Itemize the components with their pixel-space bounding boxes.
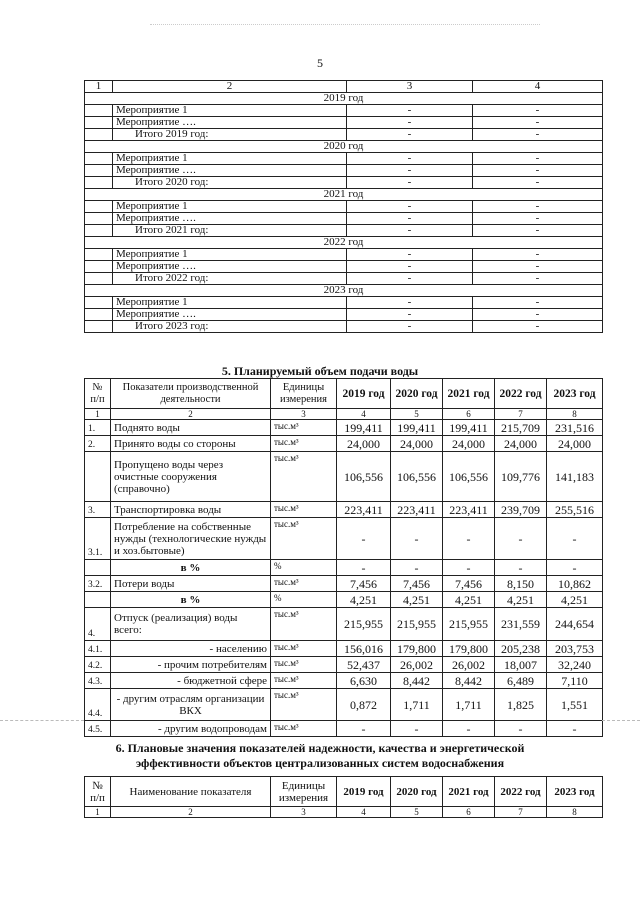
indicator-row [85,502,603,518]
indicator-value: 24,000 [391,436,443,452]
indicator-name: - населению [111,641,271,657]
indicator-name: - бюджетной сфере [111,673,271,689]
row-index: 3. [85,502,111,518]
unit-label: тыс.м³ [271,436,337,452]
measure-index [85,273,113,285]
measures-table-body [85,81,603,333]
measure-value: - [473,153,603,165]
indicator-value: 106,556 [443,452,495,502]
col-year-header: 2023 год [547,379,603,409]
measure-name: Мероприятие …. [113,261,347,273]
indicator-row [85,420,603,436]
indicator-name: - прочим потребителям [111,657,271,673]
row-index: 4.2. [85,657,111,673]
measure-index [85,177,113,189]
indicator-name: Потребление на собственные нужды (технологические нужды и хоз.бытовые) [111,518,271,560]
measure-index [85,249,113,261]
measure-row [85,129,603,141]
col-year-header: 2019 год [337,379,391,409]
unit-label: тыс.м³ [271,608,337,641]
measure-value: - [347,201,473,213]
col-year-header: 2022 год [495,777,547,807]
scan-artifact-line [602,720,640,721]
measure-value: - [473,321,603,333]
measure-name: Итого 2020 год: [113,177,347,189]
indicator-value: 4,251 [391,592,443,608]
measure-name: Мероприятие …. [113,213,347,225]
measure-value: - [347,105,473,117]
indicator-value: 52,437 [337,657,391,673]
indicator-value: 8,442 [443,673,495,689]
indicator-value: 215,709 [495,420,547,436]
indicator-value: 6,630 [337,673,391,689]
indicator-row [85,452,603,502]
measure-row [85,153,603,165]
measure-name: Итого 2022 год: [113,273,347,285]
indicator-value: 24,000 [337,436,391,452]
measure-name: Мероприятие …. [113,165,347,177]
indicator-value: - [337,518,391,560]
column-number: 3 [271,807,337,818]
indicator-row [85,657,603,673]
measure-value: - [347,225,473,237]
measure-name: Мероприятие 1 [113,201,347,213]
indicator-name: - другим отраслям организации ВКХ [111,689,271,721]
year-group-label: 2019 год [85,93,603,105]
measure-index [85,165,113,177]
indicator-value: 7,456 [391,576,443,592]
measure-index [85,153,113,165]
col-year-header: 2021 год [443,379,495,409]
measure-value: - [347,249,473,261]
indicator-value: 223,411 [337,502,391,518]
measure-row [85,225,603,237]
measure-value: - [473,297,603,309]
indicator-value: 106,556 [391,452,443,502]
measure-value: - [473,225,603,237]
indicator-value: 179,800 [443,641,495,657]
indicator-value: 8,150 [495,576,547,592]
unit-label: тыс.м³ [271,576,337,592]
indicator-row [85,436,603,452]
indicator-value: - [495,518,547,560]
col-units-header: Единицы измерения [271,777,337,807]
measure-name: Итого 2019 год: [113,129,347,141]
col-year-header: 2021 год [443,777,495,807]
year-group-row [85,141,603,153]
section6-title-line2: эффективности объектов централизованных систем водоснабжения [135,756,505,770]
measure-index [85,225,113,237]
measure-name: Мероприятие 1 [113,105,347,117]
indicator-value: 199,411 [391,420,443,436]
indicator-value: 106,556 [337,452,391,502]
indicator-value: 32,240 [547,657,603,673]
measure-row [85,165,603,177]
indicator-value: - [391,518,443,560]
indicator-name: Потери воды [111,576,271,592]
row-index: 4.1. [85,641,111,657]
measure-index [85,201,113,213]
measure-value: - [473,177,603,189]
measure-value: - [347,129,473,141]
measure-row [85,309,603,321]
indicator-value: 1,551 [547,689,603,721]
indicator-value: 1,711 [391,689,443,721]
column-number: 1 [85,409,111,420]
year-group-row [85,93,603,105]
indicator-value: 10,862 [547,576,603,592]
indicator-name: в % [111,592,271,608]
indicator-value: - [443,518,495,560]
measure-value: - [347,273,473,285]
indicator-value: 7,110 [547,673,603,689]
column-number: 1 [85,807,111,818]
indicator-value: 203,753 [547,641,603,657]
unit-label: тыс.м³ [271,502,337,518]
indicator-name: Принято воды со стороны [111,436,271,452]
indicator-value: - [547,518,603,560]
measure-value: - [347,309,473,321]
measure-value: - [473,165,603,177]
indicator-value: - [391,721,443,737]
column-number: 4 [337,807,391,818]
row-index: 2. [85,436,111,452]
indicator-value: 255,516 [547,502,603,518]
measure-name: Мероприятие …. [113,117,347,129]
indicator-value: 239,709 [495,502,547,518]
column-number-row [85,409,603,420]
indicator-value: 4,251 [443,592,495,608]
row-index: 4.3. [85,673,111,689]
indicator-row [85,608,603,641]
measure-index [85,321,113,333]
measure-index [85,213,113,225]
indicator-value: - [547,721,603,737]
unit-label: тыс.м³ [271,721,337,737]
measure-name: Итого 2021 год: [113,225,347,237]
row-index: 4.4. [85,689,111,721]
measure-value: - [347,321,473,333]
indicator-value: 24,000 [495,436,547,452]
year-group-row [85,237,603,249]
header-cell: 1 [85,81,113,93]
unit-label: тыс.м³ [271,452,337,502]
year-group-row [85,189,603,201]
measure-value: - [347,177,473,189]
indicator-value: 1,825 [495,689,547,721]
unit-label: тыс.м³ [271,420,337,436]
unit-label: % [271,560,337,576]
indicator-value: 4,251 [547,592,603,608]
column-number: 7 [495,409,547,420]
col-year-header: 2020 год [391,379,443,409]
measure-row [85,117,603,129]
measure-index [85,129,113,141]
measure-value: - [473,129,603,141]
measure-row [85,201,603,213]
reliability-indicators-body [85,777,603,818]
col-year-header: 2022 год [495,379,547,409]
year-group-label: 2023 год [85,285,603,297]
measure-value: - [347,165,473,177]
measure-value: - [347,213,473,225]
indicator-value: 199,411 [337,420,391,436]
indicator-value: 109,776 [495,452,547,502]
column-number: 5 [391,409,443,420]
year-group-label: 2022 год [85,237,603,249]
indicator-value: 244,654 [547,608,603,641]
measure-row [85,105,603,117]
indicator-value: 8,442 [391,673,443,689]
indicator-value: 199,411 [443,420,495,436]
indicator-value: 215,955 [443,608,495,641]
indicator-row [85,689,603,721]
indicator-row [85,576,603,592]
indicator-value: - [443,560,495,576]
indicator-value: - [391,560,443,576]
column-number-row [85,807,603,818]
indicator-row [85,673,603,689]
measure-name: Мероприятие …. [113,309,347,321]
indicator-row [85,721,603,737]
column-number: 2 [111,807,271,818]
indicator-value: 1,711 [443,689,495,721]
reliability-indicators-table [84,776,603,818]
col-num-header: № п/п [85,777,111,807]
indicator-value: 231,559 [495,608,547,641]
measure-row [85,261,603,273]
indicator-value: - [495,721,547,737]
measure-value: - [473,309,603,321]
measure-name: Мероприятие 1 [113,297,347,309]
indicator-value: 26,002 [391,657,443,673]
measure-value: - [473,249,603,261]
col-num-header: № п/п [85,379,111,409]
column-number: 3 [271,409,337,420]
indicator-value: - [443,721,495,737]
col-units-header: Единицы измерения [271,379,337,409]
unit-label: тыс.м³ [271,641,337,657]
indicator-name: - другим водопроводам [111,721,271,737]
measure-row [85,213,603,225]
indicator-value: 223,411 [391,502,443,518]
measure-index [85,309,113,321]
unit-label: тыс.м³ [271,673,337,689]
measure-name: Мероприятие 1 [113,249,347,261]
measure-value: - [347,297,473,309]
indicator-value: - [337,721,391,737]
column-number: 8 [547,807,603,818]
section5-title: 5. Планируемый объем подачи воды [221,364,419,378]
column-number: 6 [443,807,495,818]
indicator-name: в % [111,560,271,576]
indicator-value: 7,456 [337,576,391,592]
measure-value: - [347,153,473,165]
row-index: 3.2. [85,576,111,592]
indicator-name: Транспортировка воды [111,502,271,518]
measure-value: - [347,261,473,273]
column-number: 7 [495,807,547,818]
indicator-row [85,641,603,657]
measures-table [84,80,603,333]
page-number: 5 [317,56,323,70]
indicator-value: 0,872 [337,689,391,721]
year-group-label: 2021 год [85,189,603,201]
header-cell: 4 [473,81,603,93]
indicator-value: 215,955 [337,608,391,641]
measure-row [85,321,603,333]
scan-artifact-line [0,720,84,721]
col-year-header: 2023 год [547,777,603,807]
indicator-value: 4,251 [337,592,391,608]
measure-value: - [347,117,473,129]
indicator-value: 26,002 [443,657,495,673]
column-number: 4 [337,409,391,420]
section6-title-line1: 6. Плановые значения показателей надежности, качества и энергетической [115,741,525,755]
reliability-header-row [85,777,603,807]
indicator-name: Поднято воды [111,420,271,436]
indicator-value: 7,456 [443,576,495,592]
indicator-name: Пропущено воды через очистные сооружения (справочно) [111,452,271,502]
column-number: 5 [391,807,443,818]
col-indicator-header: Показатели производственной деятельности [111,379,271,409]
measure-row [85,273,603,285]
indicator-value: 4,251 [495,592,547,608]
measure-row [85,249,603,261]
indicator-value: 6,489 [495,673,547,689]
measure-value: - [473,261,603,273]
column-number: 2 [111,409,271,420]
row-index: 1. [85,420,111,436]
indicator-value: 156,016 [337,641,391,657]
row-index [85,592,111,608]
row-index: 3.1. [85,518,111,560]
col-name-header: Наименование показателя [111,777,271,807]
row-index: 4. [85,608,111,641]
indicator-name: Отпуск (реализация) воды всего: [111,608,271,641]
column-number: 8 [547,409,603,420]
measure-value: - [473,201,603,213]
indicator-value: 179,800 [391,641,443,657]
indicator-value: 24,000 [443,436,495,452]
col-year-header: 2020 год [391,777,443,807]
indicator-value: 24,000 [547,436,603,452]
row-index [85,560,111,576]
unit-label: % [271,592,337,608]
indicator-value: - [495,560,547,576]
measure-index [85,105,113,117]
header-cell: 3 [347,81,473,93]
measures-header-row [85,81,603,93]
measure-value: - [473,105,603,117]
water-supply-table-body [85,379,603,737]
unit-label: тыс.м³ [271,518,337,560]
measure-row [85,297,603,309]
year-group-label: 2020 год [85,141,603,153]
unit-label: тыс.м³ [271,689,337,721]
indicator-row [85,518,603,560]
indicator-row [85,592,603,608]
measure-index [85,261,113,273]
indicator-value: - [337,560,391,576]
measure-value: - [473,213,603,225]
indicator-value: 231,516 [547,420,603,436]
year-group-row [85,285,603,297]
indicator-value: 205,238 [495,641,547,657]
unit-label: тыс.м³ [271,657,337,673]
column-number: 6 [443,409,495,420]
row-index: 4.5. [85,721,111,737]
water-supply-table [84,378,603,737]
indicator-value: 215,955 [391,608,443,641]
measure-value: - [473,273,603,285]
measure-name: Мероприятие 1 [113,153,347,165]
indicator-value: - [547,560,603,576]
indicator-value: 223,411 [443,502,495,518]
header-cell: 2 [113,81,347,93]
indicator-value: 141,183 [547,452,603,502]
row-index [85,452,111,502]
scan-artifact-line [150,24,540,25]
measure-index [85,117,113,129]
col-year-header: 2019 год [337,777,391,807]
water-supply-header-row [85,379,603,409]
indicator-row [85,560,603,576]
measure-value: - [473,117,603,129]
measure-index [85,297,113,309]
measure-row [85,177,603,189]
measure-name: Итого 2023 год: [113,321,347,333]
indicator-value: 18,007 [495,657,547,673]
